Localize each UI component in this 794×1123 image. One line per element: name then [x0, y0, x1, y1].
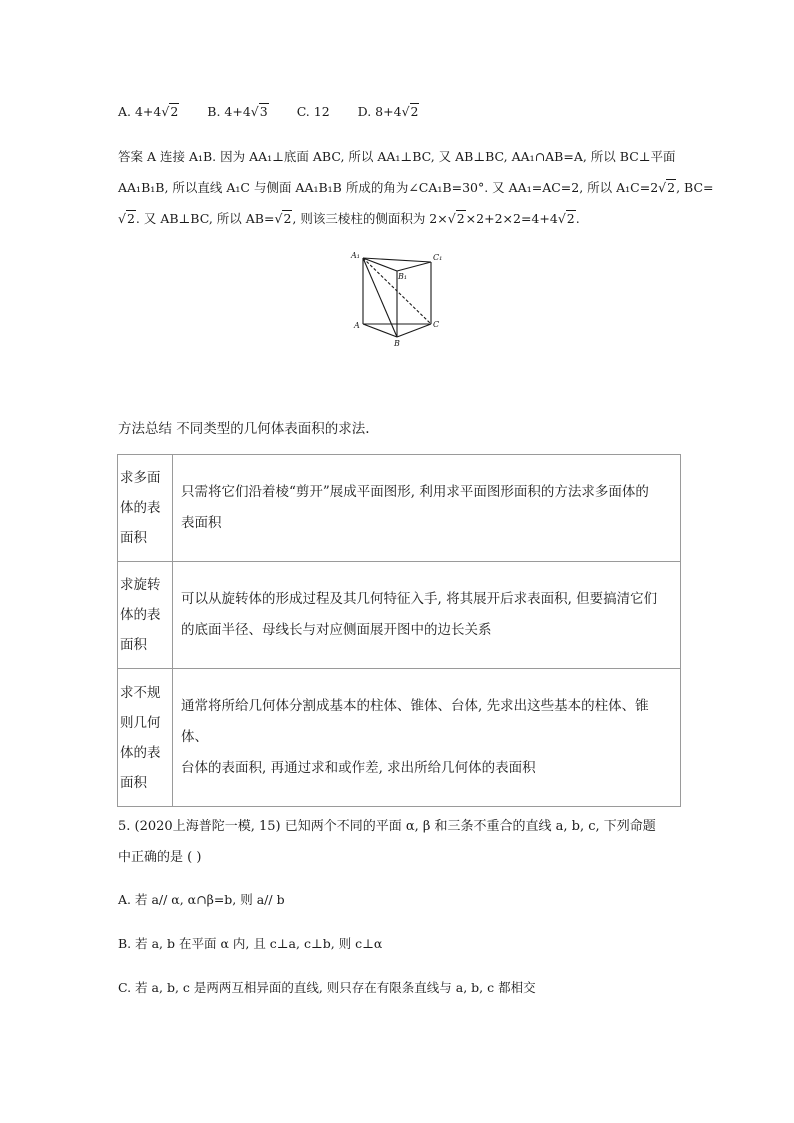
answer-line-1: 答案 A 连接 A₁B. 因为 AA₁⊥底面 ABC, 所以 AA₁⊥BC, 又 AB⊥BC, AA₁∩AB=A, 所以 BC⊥平面 — [118, 149, 676, 164]
label-c: C — [433, 320, 440, 329]
option-c: C. 12 — [296, 104, 330, 119]
label-c1: C₁ — [433, 253, 443, 262]
row-head: 求多面 体的表 面积 — [118, 455, 173, 562]
question-5-stem-1: 5. (2020上海普陀一模, 15) 已知两个不同的平面 α, β 和三条不重合的直线 a, b, c, 下列命题 — [118, 819, 656, 834]
edge-b1-c1 — [397, 262, 431, 271]
option-b: B. 4+4√3 — [207, 104, 268, 119]
question-5-option-a: A. 若 a// α, α∩β=b, 则 a// b — [118, 892, 285, 907]
prism-figure — [340, 248, 450, 348]
segment-a1-b — [363, 258, 397, 337]
summary-table — [117, 454, 681, 807]
summary-heading: 方法总结 不同类型的几何体表面积的求法. — [118, 421, 370, 437]
row-head: 求不规 则几何 体的表 面积 — [118, 669, 173, 807]
answer-line-2: AA₁B₁B, 所以直线 A₁C 与侧面 AA₁B₁B 所成的角为∠CA₁B=30°. 又 AA₁=AC=2, 所以 A₁C=2√2, BC= — [118, 180, 714, 195]
row-body: 通常将所给几何体分割成基本的柱体、锥体、台体, 先求出这些基本的柱体、锥体、 台体的表面积, 再通过求和或作差, 求出所给几何体的表面积 — [173, 669, 681, 807]
table-row — [118, 455, 681, 562]
label-a1: A₁ — [351, 251, 360, 260]
table-row — [118, 562, 681, 669]
option-a: A. 4+4√2 — [118, 104, 179, 119]
label-b: B — [394, 339, 400, 348]
question-5-option-c: C. 若 a, b, c 是两两互相异面的直线, 则只存在有限条直线与 a, b, c 都相交 — [118, 980, 536, 995]
option-d: D. 8+4√2 — [357, 104, 419, 119]
label-b1: B₁ — [398, 272, 408, 281]
row-body: 可以从旋转体的形成过程及其几何特征入手, 将其展开后求表面积, 但要搞清它们 的底面半径、母线长与对应侧面展开图中的边长关系 — [173, 562, 681, 669]
answer-options — [118, 104, 443, 119]
question-5-option-b: B. 若 a, b 在平面 α 内, 且 c⊥a, c⊥b, 则 c⊥α — [118, 936, 383, 951]
row-body: 只需将它们沿着棱“剪开”展成平面图形, 利用求平面图形面积的方法求多面体的 表面积 — [173, 455, 681, 562]
question-5-stem-2: 中正确的是 ( ) — [118, 850, 202, 865]
edge-b-c — [397, 324, 431, 337]
table-row — [118, 669, 681, 807]
answer-line-3: √2. 又 AB⊥BC, 所以 AB=√2, 则该三棱柱的侧面积为 2×√2×2+2×2=4+4√2. — [118, 211, 580, 226]
row-head: 求旋转 体的表 面积 — [118, 562, 173, 669]
label-a: A — [354, 321, 360, 330]
